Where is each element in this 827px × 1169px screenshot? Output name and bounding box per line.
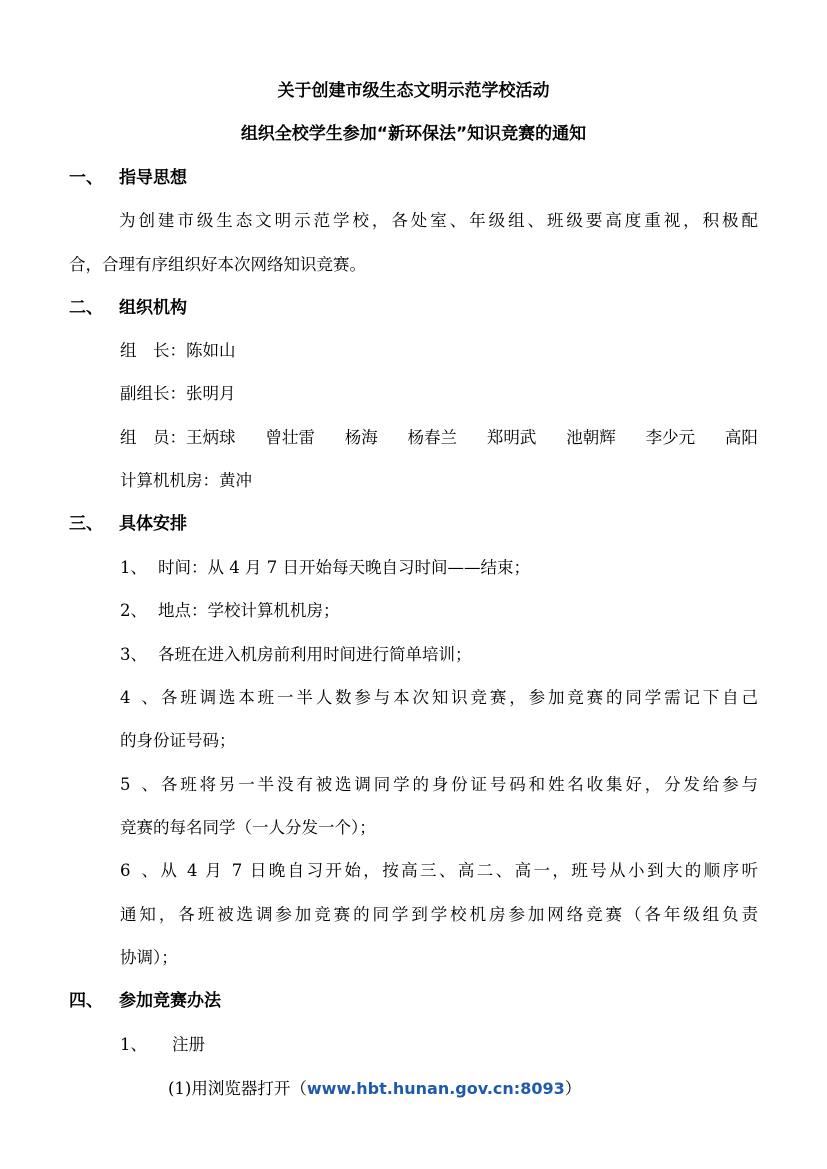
guiding-text-line-1: 为创建市级生态文明示范学校，各处室、年级组、班级要高度重视，积极配	[119, 211, 758, 230]
arrangement-item-4-cont: 的身份证号码；	[120, 731, 236, 750]
method-step-1	[120, 1032, 205, 1058]
website-link[interactable]: www.hbt.hunan.gov.cn:8093	[306, 1079, 565, 1098]
step-text: 注册	[172, 1035, 205, 1054]
arrangement-item-5	[120, 772, 758, 798]
section-heading-2	[69, 296, 187, 320]
item-text: 从 4 月 7 日晚自习开始，按高三、高二、高一，班号从小到大的顺序听	[158, 861, 758, 880]
org-member: 杨春兰	[407, 428, 458, 447]
section-heading-3	[69, 512, 187, 536]
item-number: 6、	[120, 861, 158, 880]
item-number: 4、	[120, 688, 158, 707]
section-heading-1	[69, 166, 187, 190]
section-number: 四、	[69, 991, 103, 1011]
step-number: 1、	[120, 1035, 147, 1054]
arrangement-item-1	[120, 555, 530, 581]
item-number: 3、	[120, 645, 147, 664]
section-number: 三、	[69, 514, 103, 534]
org-member: 高阳	[724, 428, 758, 447]
org-member: 郑明武	[486, 428, 537, 447]
guiding-text-line-2: 合，合理有序组织好本次网络知识竞赛。	[69, 255, 366, 274]
arrangement-item-6-cont-1: 通知，各班被选调参加竞赛的同学到学校机房参加网络竞赛（各年级组负责	[120, 905, 758, 924]
section-title: 组织机构	[119, 298, 187, 318]
item-text: 各班将另一半没有被选调同学的身份证号码和姓名收集好，分发给参与	[158, 775, 758, 794]
item-text: 各班在进入机房前利用时间进行简单培训；	[158, 645, 472, 664]
item-number: 2、	[120, 601, 147, 620]
item-number: 5、	[120, 775, 158, 794]
arrangement-item-2	[120, 598, 340, 624]
item-text: 地点：学校计算机机房；	[158, 601, 340, 620]
section-number: 二、	[69, 298, 103, 318]
section-title: 参加竞赛办法	[119, 991, 221, 1011]
section-title: 具体安排	[119, 514, 187, 534]
sub-step-suffix: ）	[564, 1079, 582, 1098]
org-members	[120, 425, 758, 451]
arrangement-item-6	[120, 858, 758, 884]
org-member: 曾壮雷	[265, 428, 315, 447]
arrangement-item-6-cont-2: 协调）；	[120, 948, 178, 967]
arrangement-item-3	[120, 642, 472, 668]
section-title: 指导思想	[119, 168, 187, 188]
org-computer-room: 计算机机房：黄冲	[120, 471, 252, 490]
title-line-1: 关于创建市级生态文明示范学校活动	[277, 81, 550, 101]
method-sub-step-1	[168, 1076, 581, 1102]
org-members-label: 组 员：王炳球	[120, 428, 236, 447]
title-line-2: 组织全校学生参加“新环保法”知识竞赛的通知	[240, 124, 587, 144]
org-member: 李少元	[645, 428, 696, 447]
item-text: 时间：从 4 月 7 日开始每天晚自习时间——结束；	[158, 558, 530, 577]
org-member: 杨海	[344, 428, 378, 447]
section-heading-4	[69, 989, 221, 1013]
arrangement-item-5-cont: 竞赛的每名同学（一人分发一个）；	[120, 818, 376, 837]
item-text: 各班调选本班一半人数参与本次知识竞赛，参加竞赛的同学需记下自己	[158, 688, 758, 707]
org-leader: 组 长：陈如山	[120, 341, 236, 360]
section-number: 一、	[69, 168, 103, 188]
item-number: 1、	[120, 558, 147, 577]
org-deputy: 副组长：张明月	[120, 384, 236, 403]
arrangement-item-4	[120, 685, 758, 711]
sub-step-prefix: (1)用浏览器打开（	[168, 1079, 307, 1098]
org-member: 池朝辉	[566, 428, 616, 447]
